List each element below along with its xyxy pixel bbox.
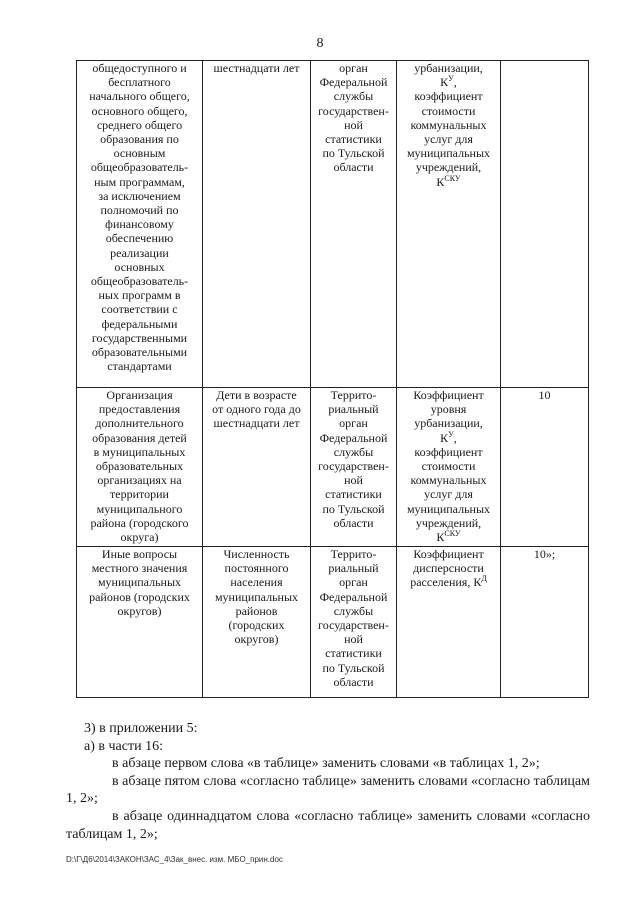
file-path-footer: D:\Г\Д6\2014\ЗАКОН\ЗАС_4\Зак_внес. изм. МБО_прин.doc bbox=[66, 855, 283, 864]
table-cell-coefficients bbox=[397, 61, 501, 388]
table-cell-recipients: Численность постоянного населения муниципальных районов (городских округов) bbox=[203, 547, 311, 698]
table-cell-value: 10 bbox=[501, 388, 589, 547]
coef-text: , коэффициент стоимости коммунальных услуг для муниципальных учреждений, К bbox=[406, 75, 491, 189]
paragraph: в абзаце первом слова «в таблице» заменить словами «в таблицах 1, 2»; bbox=[112, 756, 540, 772]
coef-sup: СКУ bbox=[444, 173, 461, 183]
table-cell-function: Иные вопросы местного значения муниципальных районов (городских округов) bbox=[77, 547, 203, 698]
allocation-table bbox=[76, 60, 589, 698]
table-cell-source: Террито- риальный орган Федеральной службы государствен- ной статистики по Тульской области bbox=[311, 547, 397, 698]
coef-sup: Д bbox=[481, 574, 487, 584]
coef-text: урбанизации, К bbox=[414, 61, 483, 90]
table-cell-function: общедоступного и бесплатного начального общего, основного общего, среднего общего образования по основным общеобразователь- ным программам, за исключением полномочий по финансовому обеспечению реализации основных общеобразователь- ных программ в соответствии с федеральными государственными образовательными стандартами bbox=[77, 61, 203, 388]
paragraph: а) в части 16: bbox=[84, 738, 163, 754]
page-number: 8 bbox=[316, 36, 324, 51]
table-cell-value: 10»; bbox=[501, 547, 589, 698]
table-cell-coefficients bbox=[397, 547, 501, 698]
coef-text: Коэффициент дисперсности расселения, К bbox=[410, 547, 484, 590]
paragraph: 3) в приложении 5: bbox=[84, 721, 198, 736]
table-row bbox=[77, 61, 589, 388]
paragraph: в абзаце одиннадцатом слова «согласно таблице» заменить словами «согласно таблицам 1, 2»; bbox=[66, 808, 590, 842]
coef-sup: У bbox=[448, 74, 454, 84]
table-cell-source: Террито- риальный орган Федеральной службы государствен- ной статистики по Тульской области bbox=[311, 388, 397, 547]
coef-sup: СКУ bbox=[444, 529, 461, 539]
table-cell-source: орган Федеральной службы государствен- ной статистики по Тульской области bbox=[311, 61, 397, 388]
table-cell-recipients: шестнадцати лет bbox=[203, 61, 311, 388]
amendment-text bbox=[66, 720, 590, 843]
coef-sup: У bbox=[448, 429, 454, 439]
table-row bbox=[77, 547, 589, 698]
coef-text: , коэффициент стоимости коммунальных услуг для муниципальных учреждений, К bbox=[406, 430, 491, 545]
table-cell-coefficients bbox=[397, 388, 501, 547]
table-row bbox=[77, 388, 589, 547]
table-cell-value bbox=[501, 61, 589, 388]
paragraph: в абзаце пятом слова «согласно таблице» заменить словами «согласно таблицам 1, 2»; bbox=[66, 773, 590, 807]
coef-text: Коэффициент уровня урбанизации, К bbox=[413, 388, 484, 445]
table-cell-recipients: Дети в возрасте от одного года до шестнадцати лет bbox=[203, 388, 311, 547]
table-cell-function: Организация предоставления дополнительного образования детей в муниципальных образовательных организациях на территории муниципального района (городского округа) bbox=[77, 388, 203, 547]
